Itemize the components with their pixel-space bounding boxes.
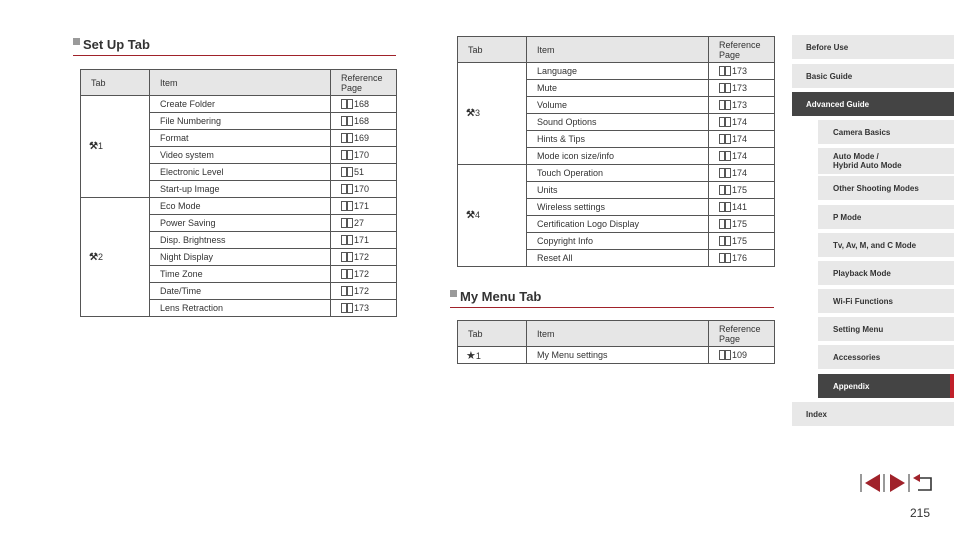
nav-label-line2: Hybrid Auto Mode	[833, 161, 902, 170]
nav-index[interactable]	[792, 402, 954, 426]
page-number-ref: 175	[732, 219, 748, 229]
nav-label: Basic Guide	[806, 71, 853, 81]
nav-basic-guide[interactable]	[792, 64, 954, 88]
page-number-ref: 141	[732, 202, 748, 212]
my-menu-tab-title: My Menu Tab	[460, 289, 542, 304]
item-label: Eco Mode	[160, 201, 201, 211]
item-cell	[150, 266, 331, 283]
item-cell	[150, 283, 331, 300]
book-icon	[719, 253, 731, 262]
header-tab: Tab	[81, 70, 150, 96]
nav-label: Playback Mode	[833, 268, 891, 278]
page-cell[interactable]	[709, 182, 775, 199]
page-number-ref: 172	[354, 269, 370, 279]
page-cell[interactable]	[331, 215, 397, 232]
book-icon	[719, 83, 731, 92]
page-cell[interactable]	[709, 114, 775, 131]
page-number-ref: 173	[732, 83, 748, 93]
item-cell	[150, 96, 331, 113]
item-cell	[150, 164, 331, 181]
header-item: Item	[527, 37, 709, 63]
item-label: Hints & Tips	[537, 134, 586, 144]
next-page-icon[interactable]	[890, 474, 909, 492]
page-number-ref: 169	[354, 133, 370, 143]
item-label: Time Zone	[160, 269, 203, 279]
page-number-ref: 175	[732, 236, 748, 246]
header-reference-page: Reference Page	[709, 37, 775, 63]
nav-label: Appendix	[833, 381, 870, 391]
page-cell[interactable]	[709, 199, 775, 216]
page-number-ref: 170	[354, 184, 370, 194]
page-cell[interactable]	[709, 347, 775, 364]
my-menu-tab-table	[457, 320, 775, 364]
setup-tab-table-continued	[457, 36, 775, 267]
nav-auto-mode[interactable]	[818, 148, 954, 174]
header-tab: Tab	[458, 321, 527, 347]
item-cell	[150, 300, 331, 317]
page-cell[interactable]	[709, 80, 775, 97]
item-label: Electronic Level	[160, 167, 224, 177]
table-row	[458, 347, 775, 364]
book-icon	[341, 99, 353, 108]
item-cell	[527, 131, 709, 148]
item-label: Mode icon size/info	[537, 151, 615, 161]
previous-page-icon[interactable]	[861, 474, 880, 492]
page-number-ref: 174	[732, 168, 748, 178]
item-cell	[150, 147, 331, 164]
page-controls	[860, 472, 936, 494]
book-icon	[719, 219, 731, 228]
page-number-ref: 174	[732, 134, 748, 144]
item-cell: My Menu settings	[527, 347, 709, 364]
my-menu-tab-heading	[450, 288, 774, 308]
book-icon	[341, 269, 353, 278]
nav-advanced-guide[interactable]	[792, 92, 954, 116]
book-icon	[341, 150, 353, 159]
nav-label: Before Use	[806, 42, 849, 52]
page-number: 215	[910, 506, 931, 520]
page-cell[interactable]	[709, 97, 775, 114]
nav-accessories[interactable]	[818, 345, 954, 369]
page-number-ref: 109	[732, 350, 748, 360]
item-label: Language	[537, 66, 578, 76]
table-row	[458, 165, 775, 182]
page-cell[interactable]	[709, 250, 775, 267]
nav-label: Other Shooting Modes	[833, 183, 919, 193]
book-icon	[341, 133, 353, 142]
setup-tab-table	[80, 69, 397, 317]
table-row	[81, 198, 397, 215]
nav-tv-av-m-c-mode[interactable]	[818, 233, 954, 257]
book-icon	[341, 184, 353, 193]
item-label: Wireless settings	[537, 202, 606, 212]
nav-label: Index	[806, 409, 827, 419]
item-label: Night Display	[160, 252, 214, 262]
book-icon	[341, 201, 353, 210]
book-icon	[719, 168, 731, 177]
item-label: Lens Retraction	[160, 303, 224, 313]
book-icon	[719, 117, 731, 126]
header-item: Item	[150, 70, 331, 96]
tab-number: 2	[97, 251, 103, 262]
item-cell	[527, 114, 709, 131]
page-cell[interactable]	[331, 130, 397, 147]
page-cell[interactable]	[331, 249, 397, 266]
book-icon	[719, 100, 731, 109]
page-number-ref: 172	[354, 252, 370, 262]
nav-p-mode[interactable]	[818, 205, 954, 229]
item-label: Units	[537, 185, 558, 195]
nav-label	[833, 152, 902, 170]
book-icon	[341, 167, 353, 176]
page-number-ref: 171	[354, 235, 370, 245]
page-number-ref: 173	[732, 66, 748, 76]
table-row	[81, 96, 397, 113]
nav-label: Tv, Av, M, and C Mode	[833, 240, 917, 250]
tab-number: 1	[475, 350, 481, 361]
item-cell	[150, 130, 331, 147]
item-label: Touch Operation	[537, 168, 604, 178]
setup-wrench-icon: ⚒	[466, 210, 475, 221]
page-cell[interactable]	[331, 266, 397, 283]
item-label: Video system	[160, 150, 214, 160]
tab-cell	[458, 347, 527, 364]
page-number-ref: 168	[354, 99, 370, 109]
item-label: Format	[160, 133, 189, 143]
nav-label: P Mode	[833, 212, 862, 222]
star-icon: ★	[466, 349, 476, 362]
tab-cell	[458, 63, 527, 165]
book-icon	[719, 202, 731, 211]
page-number-ref: 173	[354, 303, 370, 313]
book-icon	[341, 235, 353, 244]
item-label: Create Folder	[160, 99, 216, 109]
page-number-ref: 173	[732, 100, 748, 110]
item-cell	[150, 215, 331, 232]
item-label: Power Saving	[160, 218, 216, 228]
item-cell	[527, 63, 709, 80]
header-tab: Tab	[458, 37, 527, 63]
tab-cell	[81, 96, 150, 198]
item-label: Reset All	[537, 253, 573, 263]
nav-label-line1: Auto Mode /	[833, 152, 879, 161]
page-cell[interactable]	[331, 96, 397, 113]
nav-label: Setting Menu	[833, 324, 884, 334]
setup-tab-heading	[73, 36, 396, 56]
nav-appendix[interactable]	[818, 374, 954, 398]
item-cell	[527, 80, 709, 97]
page-number-ref: 27	[354, 218, 365, 228]
page-number-ref: 174	[732, 117, 748, 127]
book-icon	[719, 134, 731, 143]
item-cell	[527, 250, 709, 267]
page-cell[interactable]	[331, 164, 397, 181]
book-icon	[719, 151, 731, 160]
item-label: Sound Options	[537, 117, 597, 127]
nav-before-use[interactable]	[792, 35, 954, 59]
item-label: Volume	[537, 100, 568, 110]
page-cell[interactable]	[331, 300, 397, 317]
item-cell	[150, 113, 331, 130]
nav-label: Advanced Guide	[806, 99, 870, 109]
nav-label: Camera Basics	[833, 127, 891, 137]
page-number-ref: 171	[354, 201, 370, 211]
item-cell	[527, 148, 709, 165]
item-label: Date/Time	[160, 286, 202, 296]
nav-wifi-functions[interactable]	[818, 289, 954, 313]
page-cell[interactable]	[709, 63, 775, 80]
tab-cell	[458, 165, 527, 267]
table-row	[458, 63, 775, 80]
page-number-ref: 170	[354, 150, 370, 160]
page-cell[interactable]	[709, 131, 775, 148]
item-label: Disp. Brightness	[160, 235, 226, 245]
page-number-ref: 176	[732, 253, 748, 263]
item-cell	[527, 182, 709, 199]
item-label: Mute	[537, 83, 558, 93]
page-cell[interactable]	[709, 165, 775, 182]
page-cell[interactable]	[709, 148, 775, 165]
book-icon	[719, 350, 731, 359]
item-cell	[150, 232, 331, 249]
tab-number: 3	[474, 108, 480, 118]
nav-label: Accessories	[833, 352, 881, 362]
item-cell	[527, 199, 709, 216]
item-cell	[527, 233, 709, 250]
nav-setting-menu[interactable]	[818, 317, 954, 341]
book-icon	[341, 286, 353, 295]
item-label: Certification Logo Display	[537, 219, 640, 229]
book-icon	[341, 218, 353, 227]
page-number-ref: 174	[732, 151, 748, 161]
page-cell[interactable]	[331, 198, 397, 215]
header-reference-page: Reference Page	[709, 321, 775, 347]
page-number-ref: 168	[354, 116, 370, 126]
nav-other-shooting-modes[interactable]	[818, 176, 954, 200]
item-cell	[527, 165, 709, 182]
book-icon	[719, 66, 731, 75]
item-label: File Numbering	[160, 116, 222, 126]
item-cell	[150, 198, 331, 215]
page-cell[interactable]	[331, 232, 397, 249]
item-cell	[527, 97, 709, 114]
tab-number: 1	[97, 141, 103, 151]
tab-cell	[81, 198, 150, 317]
book-icon	[341, 116, 353, 125]
page-cell[interactable]	[709, 216, 775, 233]
tab-number: 4	[474, 210, 480, 220]
nav-camera-basics[interactable]	[818, 120, 954, 144]
page-cell[interactable]	[331, 147, 397, 164]
item-cell	[527, 216, 709, 233]
section-marker	[73, 38, 80, 45]
setup-wrench-icon: ⚒	[89, 251, 98, 263]
return-icon[interactable]	[913, 474, 931, 490]
header-item: Item	[527, 321, 709, 347]
setup-tab-title: Set Up Tab	[83, 37, 150, 52]
page-cell[interactable]	[331, 113, 397, 130]
page-number-ref: 175	[732, 185, 748, 195]
header-reference-page: Reference Page	[331, 70, 397, 96]
page-number-ref: 172	[354, 286, 370, 296]
nav-playback-mode[interactable]	[818, 261, 954, 285]
book-icon	[341, 252, 353, 261]
book-icon	[719, 236, 731, 245]
setup-wrench-icon: ⚒	[466, 108, 475, 119]
item-label: Start-up Image	[160, 184, 220, 194]
book-icon	[341, 303, 353, 312]
page-cell[interactable]	[331, 283, 397, 300]
item-cell	[150, 249, 331, 266]
setup-wrench-icon: ⚒	[89, 141, 98, 152]
book-icon	[719, 185, 731, 194]
page-cell[interactable]	[709, 233, 775, 250]
page-number-ref: 51	[354, 167, 365, 177]
nav-label: Wi-Fi Functions	[833, 296, 893, 306]
item-label: Copyright Info	[537, 236, 594, 246]
page-cell[interactable]	[331, 181, 397, 198]
section-marker	[450, 290, 457, 297]
item-cell	[150, 181, 331, 198]
